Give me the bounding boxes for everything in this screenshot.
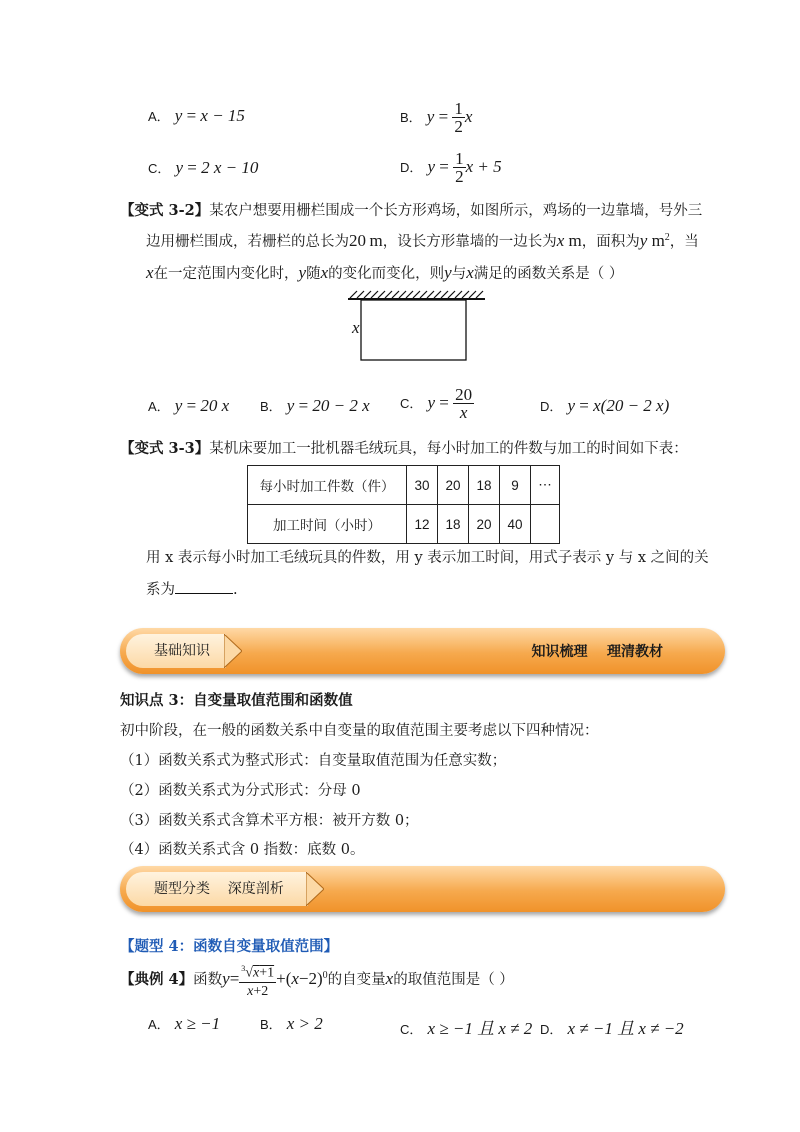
- table-cell: 20: [469, 505, 500, 544]
- q3-heading: [120, 437, 688, 458]
- ex4-option-c: [400, 1014, 532, 1039]
- q2-line3b: 随: [306, 266, 321, 282]
- banner-types: [120, 866, 725, 912]
- q2-line1-text: 某农户想要用栅栏围成一个长方形鸡场，如图所示，鸡场的一边靠墙，号外三: [209, 203, 703, 219]
- q2-line3a: 在一定范围内变化时，: [153, 266, 299, 282]
- q3-tag: 【变式 3-3】: [120, 440, 210, 457]
- q2-option-a-label: A．: [148, 399, 170, 414]
- banner-arrow-icon: [306, 872, 324, 906]
- kp3-item: （2）函数关系式为分式形式：分母 0: [120, 783, 361, 799]
- q2-line2d: ，当: [669, 234, 699, 250]
- q2-line2a: 边用栅栏围成，若栅栏的总长为: [146, 234, 349, 250]
- q2-unit: m: [369, 231, 383, 250]
- option-a-lhs: y: [174, 106, 183, 125]
- option-d: D． y = $\frac{1}{2}$ x + 5: [400, 149, 502, 186]
- q2-option-a: A． y = 20 x: [148, 396, 230, 415]
- q2-option-c-label: C．: [400, 396, 423, 411]
- ex4-option-c-expr: x ≥ −1 且 x ≠ 2: [427, 1019, 533, 1038]
- ex4-option-a-label: A．: [148, 1017, 170, 1032]
- option-d-den: 2: [455, 167, 464, 186]
- table-cell: 20: [438, 466, 469, 505]
- q2-unit-3: m: [651, 231, 665, 250]
- option-c-lhs: y: [175, 158, 184, 177]
- ex4-option-b-label: B．: [260, 1017, 282, 1032]
- banner-knowledge: [120, 628, 725, 674]
- q2-option-c-den: x: [459, 403, 468, 422]
- q3-line2b: .: [233, 582, 238, 598]
- figure-x-label: x: [352, 318, 360, 337]
- q2-option-b: B． y = 20 − 2 x: [260, 396, 370, 415]
- ex4-option-d-label: D．: [540, 1022, 563, 1037]
- option-d-num: 1: [455, 149, 464, 168]
- banner-knowledge-tag: [126, 634, 226, 668]
- option-b-den: 2: [454, 117, 463, 136]
- coop-rect: [361, 300, 466, 360]
- table-row: [248, 466, 560, 505]
- kp3-title: 知识点 3：自变量取值范围和函数值: [120, 692, 353, 709]
- q2-option-c-num: 20: [455, 385, 473, 404]
- table-cell: 9: [500, 466, 531, 505]
- table-cell: 12: [407, 505, 438, 544]
- option-d-lhs: y: [427, 157, 436, 176]
- ex4-pre: 函数: [193, 971, 223, 988]
- option-a-rhs: x − 15: [200, 106, 245, 125]
- ex4-post: 的自变量: [327, 971, 386, 988]
- option-b: B． y = $\frac{1}{2}$ x: [400, 99, 473, 136]
- data-table: [247, 465, 560, 544]
- table-cell: 加工时间（小时）: [248, 505, 407, 544]
- option-a: A． y = x − 15: [148, 106, 245, 125]
- q2-line1: [120, 199, 702, 220]
- banner-types-tag: [126, 872, 308, 906]
- q2-option-c-lhs: y: [427, 393, 436, 412]
- ex4-post2: 的取值范围是（ ）: [393, 971, 514, 988]
- wall-hatch: [350, 291, 483, 298]
- option-c: C． y = 2 x − 10: [148, 158, 259, 177]
- q2-option-d-label: D．: [540, 399, 563, 414]
- q2-line2b: ，设长方形靠墙的一边长为: [382, 234, 557, 250]
- table-cell: [531, 505, 560, 544]
- kp3-item: （3）函数关系式含算术平方根：被开方数 0；: [120, 813, 419, 829]
- coop-figure: [340, 288, 490, 368]
- option-d-rhs: x + 5: [465, 157, 502, 176]
- banner-knowledge-right: 知识梳理 理清教材: [531, 644, 663, 660]
- q2-tag: 【变式 3-2】: [120, 202, 210, 219]
- table-cell: 18: [438, 505, 469, 544]
- ex4-option-d-expr: x ≠ −1 且 x ≠ −2: [567, 1019, 684, 1038]
- q2-line3c: 的变化而变化，则: [328, 266, 445, 282]
- q2-total: 20: [349, 231, 366, 250]
- option-b-label: B．: [400, 110, 422, 125]
- option-b-rhs: x: [464, 107, 473, 126]
- option-b-num: 1: [454, 99, 463, 118]
- q2-unit-2: m: [568, 231, 582, 250]
- answer-blank[interactable]: [175, 579, 233, 594]
- table-cell: 每小时加工件数（件）: [248, 466, 407, 505]
- kp3-item: （1）函数关系式为整式形式：自变量取值范围为任意实数；: [120, 753, 507, 769]
- table-cell: 30: [407, 466, 438, 505]
- option-c-label: C．: [148, 161, 171, 176]
- q2-option-c: C． y = $\frac{20}{x}$: [400, 385, 473, 422]
- ex4-option-a: [148, 1014, 220, 1034]
- q2-option-b-rhs: 20 − 2 x: [312, 396, 370, 415]
- banner-arrow-icon: [224, 634, 242, 668]
- ex4-option-b-expr: x > 2: [286, 1014, 323, 1033]
- kp3-item: （4）函数关系式含 0 指数：底数 0。: [120, 842, 365, 858]
- table-cell: 40: [500, 505, 531, 544]
- q3-line2a: 系为: [146, 582, 175, 598]
- q3-line1: 用 x 表示每小时加工毛绒玩具的件数，用 y 表示加工时间，用式子表示 y 与 x 之间的关: [146, 550, 709, 566]
- q2-option-a-rhs: 20 x: [200, 396, 230, 415]
- q2-option-d-rhs: x(20 − 2 x): [593, 396, 670, 415]
- type4-title: 【题型 4：函数自变量取值范围】: [120, 938, 339, 955]
- ex4-option-a-expr: x ≥ −1: [174, 1014, 221, 1033]
- q2-option-a-lhs: y: [174, 396, 183, 415]
- option-d-label: D．: [400, 160, 423, 175]
- q2-line3e: 满足的函数关系是（ ）: [473, 266, 624, 282]
- q2-option-b-lhs: y: [286, 396, 295, 415]
- ex4-line: 【典例 4】函数y= $\frac{^3√x+1}{x+2}$ $+(x-2)^0$的自变量x的取值范围是（ ）: [120, 960, 514, 1000]
- q3-line2: [146, 578, 238, 599]
- table-row: [248, 505, 560, 544]
- option-a-label: A．: [148, 109, 170, 124]
- ex4-option-d: [540, 1014, 684, 1039]
- ex4-option-b: [260, 1014, 323, 1034]
- kp3-intro: 初中阶段，在一般的函数关系中自变量的取值范围主要考虑以下四种情况：: [120, 723, 599, 739]
- q2-option-d: D． y = x(20 − 2 x): [540, 396, 670, 415]
- q2-option-b-label: B．: [260, 399, 282, 414]
- banner-types-tag-text: 题型分类 深度剖析: [154, 881, 284, 897]
- q2-option-d-lhs: y: [567, 396, 576, 415]
- q3-text: 某机床要加工一批机器毛绒玩具，每小时加工的件数与加工的时间如下表：: [209, 441, 688, 457]
- q2-line2: 边用栅栏围成，若栅栏的总长为20 m，设长方形靠墙的一边长为x m，面积为y $m^2$，当: [146, 231, 699, 250]
- q2-line3: x在一定范围内变化时，y随x的变化而变化，则y与x满足的函数关系是（ ）: [146, 263, 624, 282]
- q2-line3d: 与: [451, 266, 467, 282]
- table-cell: ⋯: [531, 466, 560, 505]
- q2-line2c: ，面积为: [581, 234, 640, 250]
- table-cell: 18: [469, 466, 500, 505]
- ex4-tag: 【典例 4】: [120, 970, 194, 988]
- option-c-rhs: 2 x − 10: [201, 158, 259, 177]
- ex4-option-c-label: C．: [400, 1022, 423, 1037]
- banner-knowledge-tag-text: 基础知识: [154, 643, 210, 659]
- option-b-lhs: y: [426, 107, 435, 126]
